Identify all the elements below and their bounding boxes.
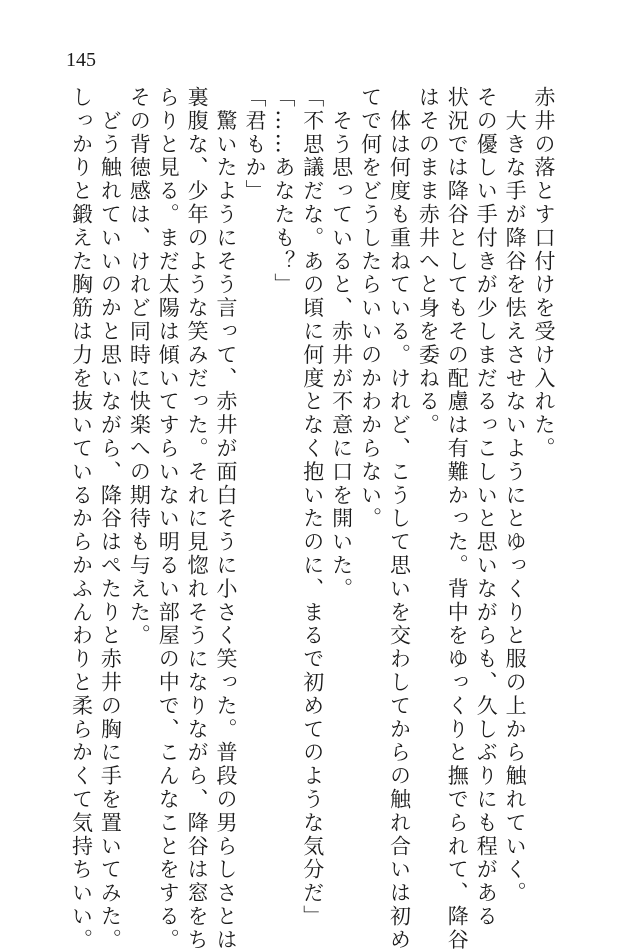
text-line: はそのまま赤井へと身を委ねる。 — [416, 86, 441, 437]
text-line: 「不思議だな。あの頃に何度となく抱いたのに、まるで初めてのような気分だ」 — [300, 86, 325, 929]
text-line: 大きな手が降谷を怯えさせないようにとゆっくりと服の上から触れていく。 — [503, 86, 528, 905]
text-line: その優しい手付きが少しまだるっこしいと思いながらも、久しぶりにも程がある — [474, 86, 499, 929]
text-line: 状況では降谷としてもその配慮は有難かった。背中をゆっくりと撫でられて、降谷 — [445, 86, 470, 952]
text-line: 赤井の落とす口付けを受け入れた。 — [532, 86, 556, 461]
text-line: そう思っていると、赤井が不意に口を開いた。 — [329, 86, 354, 601]
text-line: その背徳感は、けれど同時に快楽への期待も与えた。 — [127, 86, 152, 648]
text-line: しっかりと鍛えた胸筋は力を抜いているからかふんわりと柔らかくて気持ちいい。 — [69, 86, 94, 952]
text-line: らりと見る。まだ太陽は傾いてすらいない明るい部屋の中で、こんなことをする。 — [156, 86, 181, 952]
text-line: 「……あなたも？」 — [271, 86, 296, 297]
page-number: 145 — [66, 49, 96, 71]
text-line: 裏腹な、少年のような笑みだった。それに見惚れそうになりながら、降谷は窓をち — [185, 86, 210, 952]
text-line: 驚いたようにそう言って、赤井が面白そうに小さく笑った。普段の男らしさとは — [214, 86, 239, 952]
text-line: どう触れていいのかと思いながら、降谷はぺたりと赤井の胸に手を置いてみた。 — [98, 86, 123, 952]
text-line: 「君もか」 — [242, 86, 267, 203]
text-line: てで何をどうしたらいいのかわからない。 — [358, 86, 383, 531]
text-line: 体は何度も重ねている。けれど、こうして思いを交わしてからの触れ合いは初め — [387, 86, 412, 952]
vertical-text-body — [69, 86, 558, 952]
